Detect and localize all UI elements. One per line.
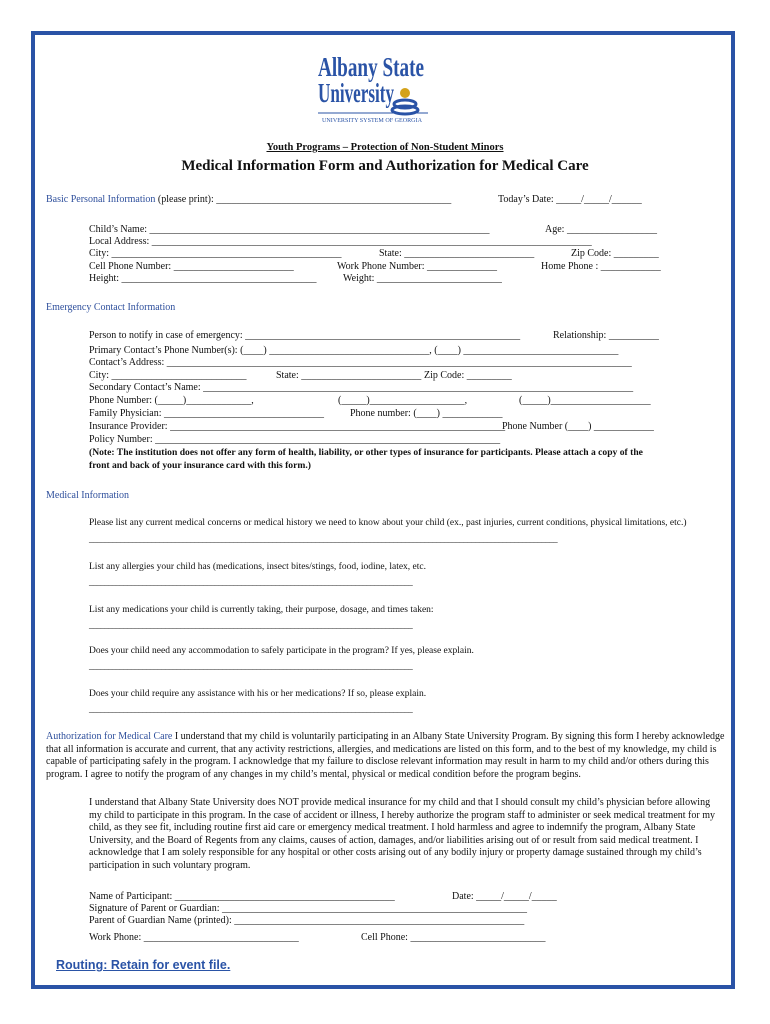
insurance-provider-field[interactable]: Insurance Provider: ___________________________________________________________________ bbox=[89, 421, 506, 432]
physician-phone-field[interactable]: Phone number: (____) ____________ bbox=[350, 408, 503, 419]
local-address-field[interactable]: Local Address: ________________________________________________________________________________________ bbox=[89, 236, 592, 247]
insurance-note-line2: front and back of your insurance card with this form.) bbox=[89, 460, 311, 471]
medications-answer-line[interactable]: _____________________________________________________________________________________ bbox=[89, 620, 413, 630]
basic-info-line bbox=[46, 194, 451, 206]
age-field[interactable]: Age: __________________ bbox=[545, 224, 657, 235]
city-field[interactable]: City: ______________________________________________ bbox=[89, 248, 342, 259]
contact-state-field[interactable]: State: ________________________ bbox=[276, 370, 422, 381]
guardian-signature-field[interactable]: Signature of Parent or Guardian: _____________________________________________________________ bbox=[89, 903, 528, 914]
form-subtitle: Youth Programs – Protection of Non-Student Minors bbox=[266, 142, 504, 153]
relationship-field[interactable]: Relationship: __________ bbox=[553, 330, 659, 341]
authorization-text-1: I understand that my child is voluntarily participating in an Albany State University Program. By signing this form I hereby acknowledge that all information is accurate and current, that any activity restrictions, allergies, and medications are listed on this form, and to the best of my knowledge, my child is capable of participating safely in the program. I acknowledge that my failure to disclose relevant information may result in harm to my child and/or others during this program. I agree to notify the program of any changes in my child’s mental, physical or medical condition before the program begins. bbox=[46, 731, 725, 780]
medical-history-question: Please list any current medical concerns or medical history we need to know about your child (ex., past injuries, current conditions, physical limitations, etc.) bbox=[89, 518, 687, 528]
basic-info-print-field[interactable]: (please print): _______________________________________________ bbox=[155, 194, 452, 205]
university-logo bbox=[314, 46, 432, 130]
family-physician-field[interactable]: Family Physician: ________________________________ bbox=[89, 408, 324, 419]
contact-zip-field[interactable]: Zip Code: _________ bbox=[424, 370, 512, 381]
insurance-note-line1: (Note: The institution does not offer any form of health, liability, or other types of insurance for participants. Please attach a copy of the bbox=[89, 447, 643, 458]
todays-date-field[interactable]: Today’s Date: _____/_____/______ bbox=[498, 194, 642, 205]
logo-line1: Albany State bbox=[318, 52, 425, 82]
home-phone-field[interactable]: Home Phone : ____________ bbox=[541, 261, 661, 272]
medical-section-label: Medical Information bbox=[46, 490, 130, 501]
authorization-section-label: Authorization for Medical Care bbox=[46, 731, 173, 742]
medical-history-answer-line[interactable]: ________________________________________________________________________________________________________________________ bbox=[89, 534, 558, 544]
secondary-phone-field-2[interactable]: (_____)___________________, bbox=[338, 395, 468, 406]
insurance-phone-field[interactable]: Phone Number (____) ____________ bbox=[502, 421, 654, 432]
guardian-name-field[interactable]: Parent of Guardian Name (printed): __________________________________________________________ bbox=[89, 915, 525, 926]
secondary-phone-field-1[interactable]: Phone Number: (_____)_____________, bbox=[89, 395, 254, 406]
logo-tagline: UNIVERSITY SYSTEM OF GEORGIA bbox=[322, 118, 423, 124]
contact-city-field[interactable]: City: ___________________________ bbox=[89, 370, 247, 381]
zip-code-field[interactable]: Zip Code: _________ bbox=[571, 248, 659, 259]
authorization-paragraph-2: I understand that Albany State University does NOT provide medical insurance for my child and that I should consult my child’s physician before allowing my child to participate in this program. In the case of accident or illness, I hereby authorize the program staff to administer or seek medical treatment for my child, as they see fit, including routine first aid care or emergency medical treatment. I hold harmless and agree to indemnify the program, Albany State University, and the Board of Regents from any claims, causes of action, damages, and/or liabilities arising out of or result from said medical treatment. I acknowledge that I am solely responsible for any hospital or other costs arising out of any bodily injury or property damage sustained through my child’s participation in such voluntary program. bbox=[89, 797, 715, 871]
policy-number-field[interactable]: Policy Number: _____________________________________________________________________ bbox=[89, 434, 501, 445]
emergency-section-label: Emergency Contact Information bbox=[46, 302, 176, 313]
basic-info-section-label: Basic Personal Information bbox=[46, 194, 156, 205]
medication-assistance-answer-line[interactable]: _____________________________________________________________________________________ bbox=[89, 704, 413, 714]
medications-question: List any medications your child is currently taking, their purpose, dosage, and times taken: bbox=[89, 605, 434, 615]
guardian-cell-phone-field[interactable]: Cell Phone: ___________________________ bbox=[361, 932, 546, 943]
logo-line2: University bbox=[318, 78, 395, 108]
form-title: Medical Information Form and Authorization for Medical Care bbox=[181, 158, 589, 174]
secondary-contact-field[interactable]: Secondary Contact’s Name: ______________________________________________________________________________________ bbox=[89, 382, 634, 393]
height-field[interactable]: Height: _______________________________________ bbox=[89, 273, 317, 284]
secondary-phone-field-3[interactable]: (_____)____________________ bbox=[519, 395, 651, 406]
medication-assistance-question: Does your child require any assistance with his or her medications? If so, please explain. bbox=[89, 689, 427, 699]
participant-name-field[interactable]: Name of Participant: ____________________________________________ bbox=[89, 891, 395, 902]
emergency-person-field[interactable]: Person to notify in case of emergency: _______________________________________________________ bbox=[89, 330, 521, 341]
authorization-paragraph-1 bbox=[46, 731, 728, 781]
cell-phone-field[interactable]: Cell Phone Number: ________________________ bbox=[89, 261, 294, 272]
contact-address-field[interactable]: Contact’s Address: _____________________________________________________________________________________________ bbox=[89, 357, 632, 368]
work-phone-field[interactable]: Work Phone Number: ______________ bbox=[337, 261, 498, 272]
allergies-question: List any allergies your child has (medications, insect bites/stings, food, iodine, latex, etc. bbox=[89, 562, 426, 572]
guardian-work-phone-field[interactable]: Work Phone: _______________________________ bbox=[89, 932, 299, 943]
child-name-field[interactable]: Child’s Name: ____________________________________________________________________ bbox=[89, 224, 490, 235]
accommodation-question: Does your child need any accommodation to safely participate in the program? If yes, please explain. bbox=[89, 646, 474, 656]
routing-note: Routing: Retain for event file. bbox=[56, 958, 231, 972]
primary-phone-field[interactable]: Primary Contact’s Phone Number(s): (____) ________________________________, (____) _______________________________ bbox=[89, 345, 619, 356]
signature-date-field[interactable]: Date: _____/_____/_____ bbox=[452, 891, 557, 902]
accommodation-answer-line[interactable]: _____________________________________________________________________________________ bbox=[89, 661, 413, 671]
weight-field[interactable]: Weight: _________________________ bbox=[343, 273, 502, 284]
state-field[interactable]: State: __________________________ bbox=[379, 248, 535, 259]
allergies-answer-line[interactable]: _____________________________________________________________________________________ bbox=[89, 577, 413, 587]
logo-graphic bbox=[314, 46, 432, 130]
